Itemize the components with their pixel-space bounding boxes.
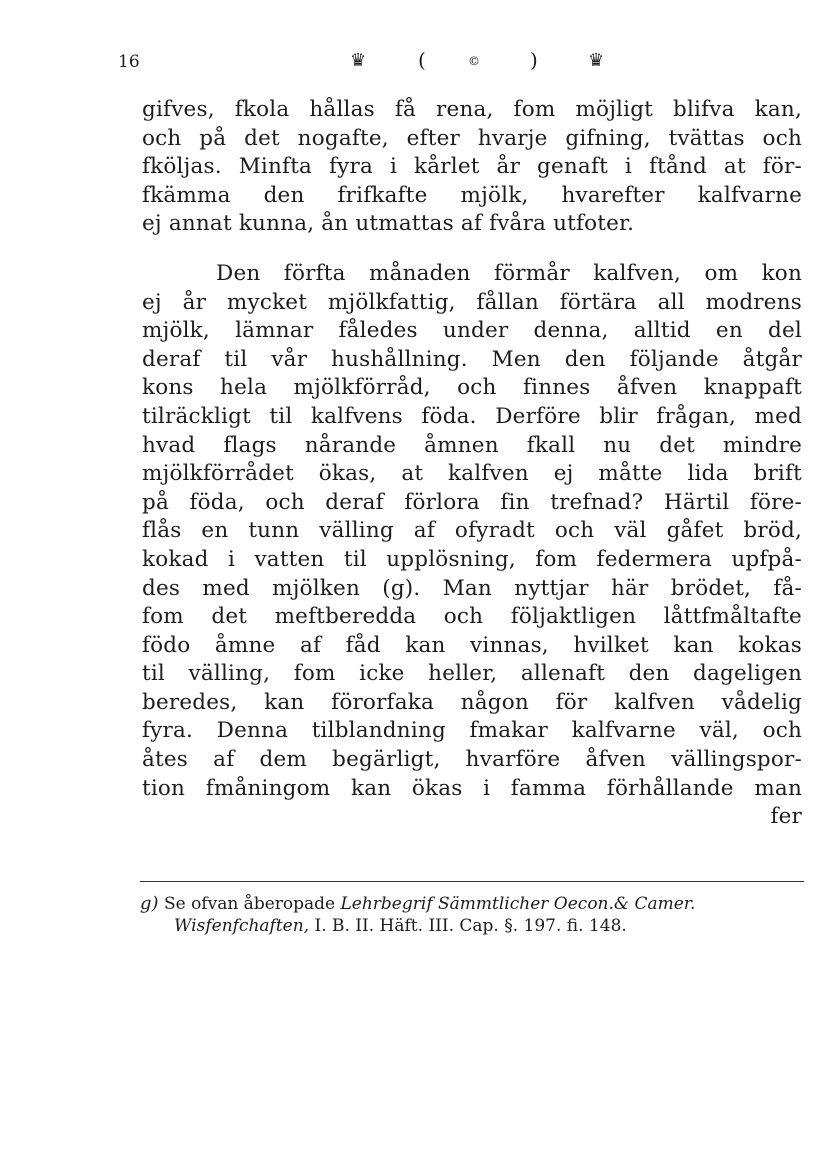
text-line: fom det meftberedda och följaktligen låttfmåltafte: [142, 604, 802, 630]
footnote-title: Wisfenfchaften,: [174, 916, 310, 936]
running-header: [118, 48, 718, 78]
page-number: 16: [118, 52, 140, 72]
footnote-title: Lehrbegrif Sämmtlicher Oecon.& Camer.: [340, 894, 696, 914]
footnote-mark: g): [140, 893, 159, 914]
text-line: gifves, fkola hållas få rena, fom möjligt blifva kan,: [142, 97, 802, 122]
body-text: [142, 96, 802, 832]
text-line: på föda, och deraf förlora fin trefnad? Härtil före-: [142, 489, 802, 515]
text-line: mjölkförrådet ökas, at kalfven ej måtte lida brift: [142, 461, 802, 487]
text-line: hvad flags nårande åmnen fkall nu det mindre: [142, 432, 802, 458]
text-line: beredes, kan förorfaka någon för kalfven vådelig: [142, 689, 802, 715]
footnote-text: Se ofvan åberopade: [163, 894, 336, 914]
text-line: Den förfta månaden förmår kalfven, om kon: [216, 260, 802, 286]
text-line: fyra. Denna tilblandning fmakar kalfvarne väl, och: [142, 718, 802, 744]
text-line: fkämma den frifkafte mjölk, hvarefter kalfvarne: [142, 182, 802, 208]
crown-ornament-icon: ♛: [350, 50, 367, 71]
text-line: til välling, fom icke heller, allenaft den dageligen: [142, 661, 802, 687]
text-line: kons hela mjölkförråd, och finnes åfven knappaft: [142, 375, 802, 401]
footnote-divider: [140, 881, 804, 882]
text-line: kokad i vatten til upplösning, fom federmera upfpå-: [142, 546, 802, 572]
footnote-line: [140, 893, 810, 915]
text-line: fköljas. Minfta fyra i kårlet år genaft i ftånd at för-: [142, 154, 802, 180]
catchword: fer: [770, 804, 802, 830]
text-line: des med mjölken (g). Man nyttjar här brödet, få-: [142, 575, 802, 601]
text-line: tion fmåningom kan ökas i famma förhållande man: [142, 775, 802, 801]
crown-ornament-icon: ♛: [588, 50, 605, 71]
text-line: tilräckligt til kalfvens föda. Derföre blir frågan, med: [142, 403, 802, 429]
text-line: flås en tunn välling af ofyradt och väl gåfet bröd,: [142, 518, 802, 544]
header-center-mark: ©: [468, 54, 480, 68]
text-line: deraf til vår hushållning. Men den följande åtgår: [142, 346, 802, 372]
footnote-reference: I. B. II. Häft. III. Cap. §. 197. fi. 148.: [314, 916, 627, 936]
footnote: [140, 893, 810, 937]
text-line: åtes af dem begärligt, hvarföre åfven vällingspor-: [142, 747, 802, 773]
text-line: ej annat kunna, ån utmattas af fvåra utfoter.: [142, 211, 635, 237]
text-line: mjölk, lämnar fåledes under denna, alltid en del: [142, 318, 802, 344]
text-line: födo åmne af fåd kan vinnas, hvilket kan kokas: [142, 632, 802, 658]
text-line: och på det nogafte, efter hvarje gifning, tvättas och: [142, 125, 802, 151]
header-paren-close: ): [530, 48, 538, 72]
text-line: ej år mycket mjölkfattig, fållan förtära all modrens: [142, 289, 802, 315]
header-paren-open: (: [418, 48, 426, 72]
footnote-line: [140, 915, 810, 937]
